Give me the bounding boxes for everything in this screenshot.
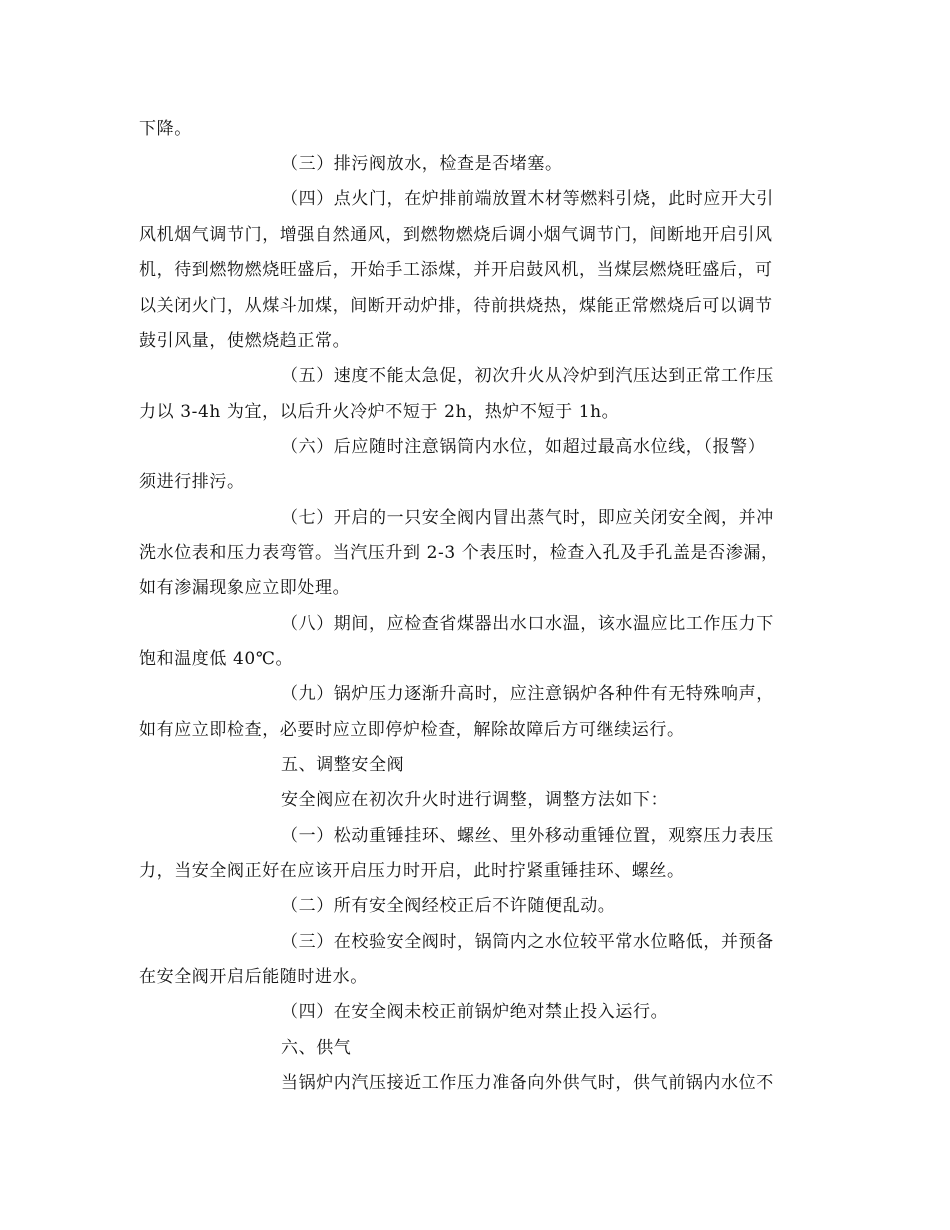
text-line-3: （四）点火门，在炉排前端放置木材等燃料引烧，此时应开大引 (281, 189, 774, 209)
text-line-21: （一）松动重锤挂环、螺丝、里外移动重锤位置，观察压力表压 (281, 826, 774, 846)
section-heading-5: 五、调整安全阀 (281, 755, 405, 775)
text-line-16: 饱和温度低 40℃。 (139, 649, 294, 669)
text-line-23: （二）所有安全阀经校正后不许随便乱动。 (281, 896, 616, 916)
text-line-24: （三）在校验安全阀时，锅筒内之水位较平常水位略低，并预备 (281, 932, 774, 952)
text-line-6: 以关闭火门，从煤斗加煤，间断开动炉排，待前拱烧热，煤能正常燃烧后可以调节 (139, 296, 773, 316)
text-line-17: （九）锅炉压力逐渐升高时，应注意锅炉各种件有无特殊响声， (281, 684, 774, 704)
text-line-20: 安全阀应在初次升火时进行调整，调整方法如下： (281, 790, 669, 810)
text-line-28: 当锅炉内汽压接近工作压力准备向外供气时，供气前锅内水位不 (281, 1073, 774, 1093)
text-line-8: （五）速度不能太急促，初次升火从冷炉到汽压达到正常工作压 (281, 366, 774, 386)
text-line-10: （六）后应随时注意锅筒内水位，如超过最高水位线，（报警） (281, 437, 766, 457)
text-line-14: 如有渗漏现象应立即处理。 (139, 578, 351, 598)
text-line-25: 在安全阀开启后能随时进水。 (139, 967, 368, 987)
text-line-5: 机，待到燃物燃烧旺盛后，开始手工添煤，并开启鼓风机，当煤层燃烧旺盛后，可 (139, 260, 773, 280)
section-heading-6: 六、供气 (281, 1038, 352, 1058)
text-line-1: 下降。 (139, 119, 192, 139)
text-line-4: 风机烟气调节门，增强自然通风，到燃物燃烧后调小烟气调节门，间断地开启引风 (139, 225, 773, 245)
text-line-9: 力以 3-4h 为宜，以后升火冷炉不短于 2h，热炉不短于 1h。 (139, 402, 620, 422)
text-line-26: （四）在安全阀未校正前锅炉绝对禁止投入运行。 (281, 1002, 669, 1022)
text-line-7: 鼓引风量，使燃烧趋正常。 (139, 331, 351, 351)
text-line-11: 须进行排污。 (139, 472, 245, 492)
text-line-15: （八）期间，应检查省煤器出水口水温，该水温应比工作压力下 (281, 614, 774, 634)
text-line-18: 如有应立即检查，必要时应立即停炉检查，解除故障后方可继续运行。 (139, 720, 685, 740)
text-line-2: （三）排污阀放水，检查是否堵塞。 (281, 154, 563, 174)
text-line-13: 洗水位表和压力表弯管。当汽压升到 2-3 个表压时，检查入孔及手孔盖是否渗漏， (139, 543, 779, 563)
text-line-22: 力，当安全阀正好在应该开启压力时开启，此时拧紧重锤挂环、螺丝。 (139, 861, 685, 881)
text-line-12: （七）开启的一只安全阀内冒出蒸气时，即应关闭安全阀，并冲 (281, 508, 774, 528)
